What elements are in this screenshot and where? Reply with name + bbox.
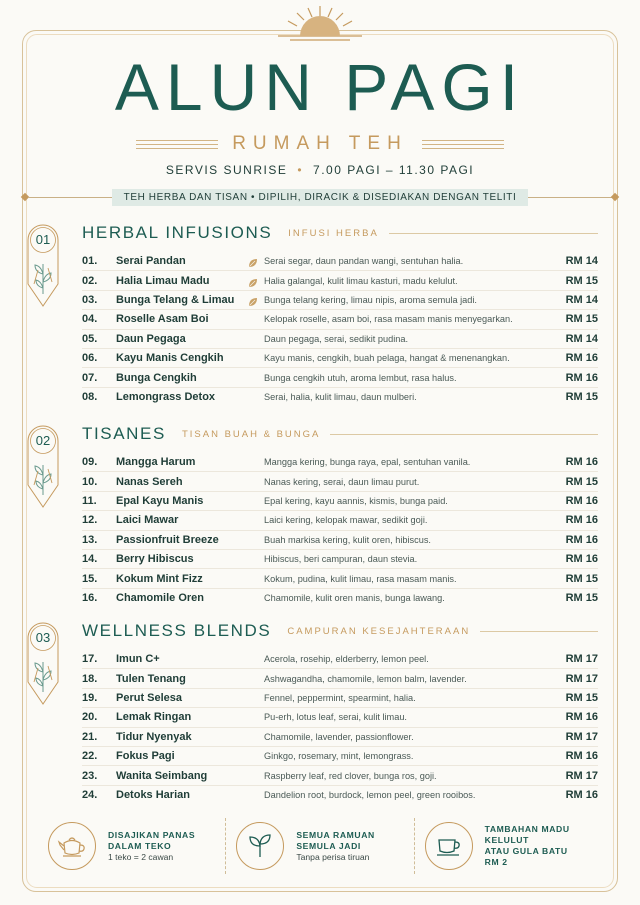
item-price: RM 16	[565, 711, 598, 724]
menu-item	[82, 310, 598, 329]
item-number: 09.	[82, 456, 98, 469]
item-description: Serai, halia, kulit limau, daun mulberi.	[264, 392, 417, 403]
item-name: Kayu Manis Cengkih	[116, 352, 224, 365]
service-line	[0, 163, 640, 177]
item-price: RM 15	[565, 572, 598, 585]
item-name: Passionfruit Breeze	[116, 533, 219, 546]
item-name: Lemak Ringan	[116, 711, 192, 724]
section-header	[82, 620, 598, 642]
tagline-banner: TEH HERBA DAN TISAN • DIPILIH, DIRACIK & DISEDIAKAN DENGAN TELITI	[112, 189, 529, 206]
teapot-icon	[48, 822, 96, 870]
menu-item	[82, 728, 598, 747]
footer-item-cup	[414, 818, 602, 874]
footer-item-leaf	[225, 818, 413, 874]
item-name: Lemongrass Detox	[116, 391, 216, 404]
section-rule	[330, 434, 598, 435]
item-number: 11.	[82, 494, 97, 507]
item-name: Kokum Mint Fizz	[116, 572, 203, 585]
item-price: RM 16	[565, 494, 598, 507]
menu-item	[82, 511, 598, 530]
item-description: Nanas kering, serai, daun limau purut.	[264, 476, 420, 487]
item-number: 12.	[82, 514, 98, 527]
item-price: RM 16	[565, 750, 598, 763]
service-name: SERVIS SUNRISE	[165, 163, 288, 177]
cup-icon	[425, 822, 473, 870]
item-number: 05.	[82, 332, 98, 345]
menu-item	[82, 650, 598, 669]
menu-list	[82, 453, 598, 608]
item-number: 21.	[82, 730, 98, 743]
item-name: Bunga Cengkih	[116, 371, 197, 384]
leaf-icon	[248, 275, 264, 287]
section-medallion	[26, 620, 60, 706]
leaf-sprout-icon	[236, 822, 284, 870]
footer-heading: DALAM TEKO	[108, 840, 172, 851]
menu-list	[82, 252, 598, 407]
item-number: 02.	[82, 274, 98, 287]
item-number: 01.	[82, 255, 98, 268]
item-price: RM 17	[565, 653, 598, 666]
footer-heading: SEMULA JADI	[296, 840, 361, 851]
item-description: Pu-erh, lotus leaf, serai, kulit limau.	[264, 712, 407, 723]
item-price: RM 15	[565, 691, 598, 704]
item-description: Kayu manis, cengkih, buah pelaga, hangat & menenangkan.	[264, 353, 510, 364]
item-description: Daun pegaga, serai, sedikit pudina.	[264, 333, 409, 344]
menu-item	[82, 492, 598, 511]
item-price: RM 15	[565, 475, 598, 488]
section-subtitle: CAMPURAN KESEJAHTERAAN	[287, 625, 471, 637]
item-name: Detoks Harian	[116, 789, 190, 802]
item-description: Raspberry leaf, red clover, bunga ros, goji.	[264, 770, 437, 781]
item-description: Hibiscus, beri campuran, daun stevia.	[264, 554, 418, 565]
menu-item	[82, 330, 598, 349]
item-price: RM 14	[565, 293, 598, 306]
menu-item	[82, 589, 598, 608]
item-price: RM 15	[565, 592, 598, 605]
item-description: Ginkgo, rosemary, mint, lemongrass.	[264, 751, 414, 762]
leaf-icon	[248, 255, 264, 267]
item-price: RM 16	[565, 553, 598, 566]
item-price: RM 16	[565, 371, 598, 384]
section-subtitle: INFUSI HERBA	[288, 227, 379, 239]
menu-list	[82, 650, 598, 805]
item-description: Kelopak roselle, asam boi, rasa masam manis menyegarkan.	[264, 314, 513, 325]
section-subtitle: TISAN BUAH & BUNGA	[181, 428, 321, 440]
item-number: 22.	[82, 750, 98, 763]
item-description: Epal kering, kayu aannis, kismis, bunga paid.	[264, 495, 448, 506]
item-number: 04.	[82, 313, 98, 326]
footer-subtext: Tanpa perisa tiruan	[296, 851, 370, 862]
item-description: Bunga cengkih utuh, aroma lembut, rasa halus.	[264, 372, 457, 383]
item-number: 19.	[82, 691, 98, 704]
item-number: 16.	[82, 592, 98, 605]
item-name: Serai Pandan	[116, 255, 186, 268]
item-name: Roselle Asam Boi	[116, 313, 209, 326]
item-price: RM 16	[565, 352, 598, 365]
item-name: Imun C+	[116, 653, 160, 666]
footer-subtext: RM 2	[484, 857, 508, 867]
item-number: 20.	[82, 711, 98, 724]
menu-item	[82, 291, 598, 310]
menu-item	[82, 368, 598, 387]
footer-info	[38, 818, 602, 874]
item-name: Tulen Tenang	[116, 672, 186, 685]
footer-item-teapot	[38, 818, 225, 874]
item-description: Chamomile, kulit oren manis, bunga lawang.	[264, 593, 445, 604]
item-number: 15.	[82, 572, 98, 585]
menu-item	[82, 453, 598, 472]
section-medallion	[26, 222, 60, 308]
section-number: 01	[35, 232, 51, 247]
menu-item	[82, 531, 598, 550]
item-name: Nanas Sereh	[116, 475, 183, 488]
item-description: Kokum, pudina, kulit limau, rasa masam manis.	[264, 573, 457, 584]
item-price: RM 14	[565, 332, 598, 345]
item-description: Fennel, peppermint, spearmint, halia.	[264, 692, 416, 703]
section-header	[82, 222, 598, 244]
item-name: Berry Hibiscus	[116, 553, 194, 566]
footer-heading: ATAU GULA BATU	[484, 846, 568, 856]
section-number: 02	[35, 433, 51, 448]
footer-heading: DISAJIKAN PANAS	[108, 829, 196, 840]
item-name: Daun Pegaga	[116, 332, 186, 345]
menu-item	[82, 349, 598, 368]
section-number: 03	[35, 630, 51, 645]
item-name: Wanita Seimbang	[116, 769, 208, 782]
item-description: Bunga telang kering, limau nipis, aroma semula jadi.	[264, 294, 477, 305]
subtitle-row	[0, 132, 640, 156]
section-rule	[389, 233, 598, 234]
banner-rule-left	[28, 197, 112, 198]
menu-item	[82, 747, 598, 766]
item-price: RM 16	[565, 533, 598, 546]
item-price: RM 15	[565, 274, 598, 287]
item-price: RM 17	[565, 672, 598, 685]
item-price: RM 16	[565, 789, 598, 802]
sunrise-icon	[270, 2, 370, 42]
item-number: 13.	[82, 533, 98, 546]
item-number: 14.	[82, 553, 98, 566]
menu-item	[82, 786, 598, 805]
item-name: Mangga Harum	[116, 456, 196, 469]
footer-heading: SEMUA RAMUAN	[296, 829, 375, 840]
banner-row	[22, 188, 618, 206]
item-price: RM 16	[565, 456, 598, 469]
page-title: ALUN PAGI	[114, 50, 526, 124]
item-number: 17.	[82, 653, 98, 666]
item-name: Perut Selesa	[116, 691, 183, 704]
menu-item	[82, 550, 598, 569]
item-number: 23.	[82, 769, 98, 782]
item-price: RM 17	[565, 730, 598, 743]
item-name: Laici Mawar	[116, 514, 179, 527]
item-price: RM 14	[565, 255, 598, 268]
menu-item	[82, 569, 598, 588]
menu-item	[82, 271, 598, 290]
footer-text	[485, 824, 602, 868]
footer-subtext: 1 teko = 2 cawan	[108, 851, 174, 862]
item-name: Bunga Telang & Limau	[116, 293, 235, 306]
item-price: RM 16	[565, 514, 598, 527]
item-name: Tidur Nyenyak	[116, 730, 192, 743]
item-description: Ashwagandha, chamomile, lemon balm, lavender.	[264, 673, 467, 684]
subtitle-lines-right	[422, 140, 504, 149]
menu-item	[82, 689, 598, 708]
item-number: 07.	[82, 371, 98, 384]
item-price: RM 15	[565, 391, 598, 404]
item-number: 03.	[82, 293, 98, 306]
menu-item	[82, 708, 598, 727]
item-description: Acerola, rosehip, elderberry, lemon peel.	[264, 654, 429, 665]
section-rule	[480, 631, 598, 632]
item-description: Serai segar, daun pandan wangi, sentuhan halia.	[264, 256, 464, 267]
item-description: Buah markisa kering, kulit oren, hibiscus.	[264, 534, 431, 545]
item-name: Fokus Pagi	[116, 750, 175, 763]
diamond-icon	[611, 193, 619, 201]
item-price: RM 17	[565, 769, 598, 782]
subtitle-lines-left	[136, 140, 218, 149]
menu-item	[82, 766, 598, 785]
item-description: Mangga kering, bunga raya, epal, sentuhan vanila.	[264, 457, 471, 468]
footer-heading: TAMBAHAN MADU KELULUT	[484, 824, 570, 845]
section-medallion	[26, 423, 60, 509]
item-name: Halia Limau Madu	[116, 274, 210, 287]
item-number: 06.	[82, 352, 98, 365]
separator-dot: •	[297, 163, 304, 177]
banner-rule-right	[528, 197, 612, 198]
page-subtitle: RUMAH TEH	[232, 133, 408, 154]
item-description: Dandelion root, burdock, lemon peel, green rooibos.	[264, 790, 476, 801]
footer-text	[108, 830, 195, 863]
item-name: Chamomile Oren	[116, 592, 205, 605]
item-number: 18.	[82, 672, 98, 685]
footer-text	[296, 830, 375, 863]
menu-item	[82, 669, 598, 688]
section-header	[82, 423, 598, 445]
menu-item	[82, 252, 598, 271]
section-title: TISANES	[82, 424, 166, 443]
section-title: WELLNESS BLENDS	[82, 621, 272, 640]
menu-item	[82, 388, 598, 407]
item-description: Laici kering, kelopak mawar, sedikit goji.	[264, 515, 428, 526]
item-description: Chamomile, lavender, passionflower.	[264, 731, 414, 742]
item-number: 24.	[82, 789, 98, 802]
menu-item	[82, 472, 598, 491]
item-price: RM 15	[565, 313, 598, 326]
item-number: 10.	[82, 475, 98, 488]
item-name: Epal Kayu Manis	[116, 494, 204, 507]
service-hours: 7.00 PAGI – 11.30 PAGI	[313, 163, 475, 177]
section-title: HERBAL INFUSIONS	[82, 223, 273, 242]
item-number: 08.	[82, 391, 98, 404]
leaf-icon	[248, 294, 264, 306]
item-description: Halia galangal, kulit limau kasturi, madu kelulut.	[264, 275, 458, 286]
